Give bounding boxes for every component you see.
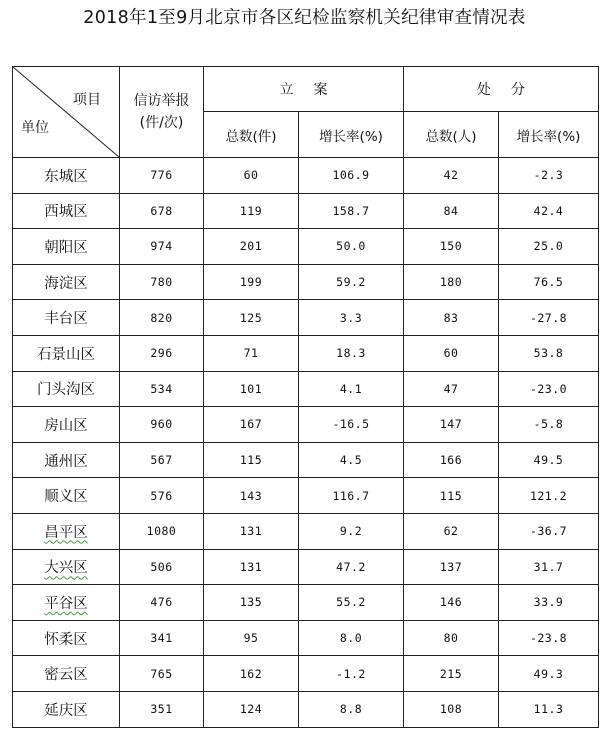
cases-cell: 60 [204,158,299,194]
petition-header-line1: 信访举报 [133,93,190,109]
punish-growth-cell: 31.7 [499,549,599,585]
district-cell: 平谷区 [13,585,120,621]
punish-growth-header: 增长率(%) [499,112,599,158]
punished-cell: 47 [404,371,499,407]
case-growth-cell: 47.2 [299,549,404,585]
page-title: 2018年1至9月北京市各区纪检监察机关纪律审查情况表 [83,8,526,28]
case-growth-cell: 55.2 [299,585,404,621]
case-growth-cell: 50.0 [299,229,404,265]
punish-growth-cell: -23.8 [499,620,599,656]
punished-cell: 42 [404,158,499,194]
punish-growth-cell: -5.8 [499,407,599,443]
punish-growth-cell: 42.4 [499,193,599,229]
district-cell: 昌平区 [13,513,120,549]
case-growth-cell: 8.8 [299,691,404,727]
table-row [13,478,599,514]
table-row [13,549,599,585]
district-cell: 房山区 [13,407,120,443]
cases-cell: 131 [204,549,299,585]
district-cell: 怀柔区 [13,620,120,656]
cases-cell: 95 [204,620,299,656]
petitions-cell: 476 [120,585,204,621]
punish-growth-cell: -27.8 [499,300,599,336]
punish-growth-cell: -36.7 [499,513,599,549]
petitions-cell: 341 [120,620,204,656]
table-row [13,656,599,692]
district-cell: 门头沟区 [13,371,120,407]
punish-growth-cell: 121.2 [499,478,599,514]
case-growth-cell: -1.2 [299,656,404,692]
punished-cell: 166 [404,442,499,478]
punish-growth-cell: -23.0 [499,371,599,407]
case-growth-cell: 9.2 [299,513,404,549]
case-growth-cell: 106.9 [299,158,404,194]
punished-cell: 80 [404,620,499,656]
punished-cell: 147 [404,407,499,443]
punished-cell: 62 [404,513,499,549]
punished-cell: 180 [404,264,499,300]
table-row [13,513,599,549]
district-cell: 延庆区 [13,691,120,727]
district-cell: 大兴区 [13,549,120,585]
petitions-cell: 567 [120,442,204,478]
table-row [13,585,599,621]
petitions-cell: 534 [120,371,204,407]
diagonal-divider [13,67,119,157]
table-row [13,300,599,336]
punished-cell: 83 [404,300,499,336]
petition-header-line2: (件/次) [139,115,184,131]
table-row [13,264,599,300]
petitions-cell: 296 [120,335,204,371]
table-row [13,193,599,229]
case-growth-cell: 3.3 [299,300,404,336]
punish-group-header [404,67,599,112]
punish-total-header: 总数(人) [404,112,499,158]
table-row [13,371,599,407]
petitions-cell: 780 [120,264,204,300]
district-cell: 石景山区 [13,335,120,371]
cases-cell: 201 [204,229,299,265]
petitions-cell: 960 [120,407,204,443]
case-group-header [204,67,404,112]
cases-cell: 124 [204,691,299,727]
district-cell: 海淀区 [13,264,120,300]
district-cell: 密云区 [13,656,120,692]
district-cell: 朝阳区 [13,229,120,265]
petitions-cell: 1080 [120,513,204,549]
cases-cell: 101 [204,371,299,407]
district-cell: 丰台区 [13,300,120,336]
cases-cell: 131 [204,513,299,549]
case-growth-cell: 4.1 [299,371,404,407]
petitions-cell: 576 [120,478,204,514]
punished-cell: 150 [404,229,499,265]
punished-cell: 84 [404,193,499,229]
cases-cell: 199 [204,264,299,300]
header-row-1 [13,67,599,112]
punish-growth-cell: 53.8 [499,335,599,371]
punish-growth-cell: 49.3 [499,656,599,692]
table-row [13,442,599,478]
punished-cell: 115 [404,478,499,514]
case-growth-cell: -16.5 [299,407,404,443]
punish-growth-cell: 25.0 [499,229,599,265]
corner-unit-label: 单位 [21,120,49,136]
petitions-cell: 351 [120,691,204,727]
punish-growth-cell: 76.5 [499,264,599,300]
corner-header-cell [13,67,120,158]
case-group-label: 立案 [279,82,348,98]
table-row [13,691,599,727]
table-row [13,335,599,371]
punish-growth-cell: 49.5 [499,442,599,478]
cases-cell: 135 [204,585,299,621]
district-cell: 通州区 [13,442,120,478]
district-cell: 顺义区 [13,478,120,514]
punished-cell: 60 [404,335,499,371]
corner-item-label: 项目 [73,92,101,108]
punish-group-label: 处分 [477,82,545,98]
petitions-cell: 506 [120,549,204,585]
punished-cell: 146 [404,585,499,621]
punished-cell: 137 [404,549,499,585]
case-growth-cell: 116.7 [299,478,404,514]
case-growth-cell: 59.2 [299,264,404,300]
punish-growth-cell: 33.9 [499,585,599,621]
petitions-cell: 765 [120,656,204,692]
discipline-review-table [12,66,599,728]
cases-cell: 115 [204,442,299,478]
petitions-cell: 776 [120,158,204,194]
petitions-cell: 974 [120,229,204,265]
punish-growth-cell: -2.3 [499,158,599,194]
case-growth-cell: 8.0 [299,620,404,656]
district-cell: 西城区 [13,193,120,229]
petitions-cell: 678 [120,193,204,229]
cases-cell: 71 [204,335,299,371]
cases-cell: 125 [204,300,299,336]
case-growth-cell: 18.3 [299,335,404,371]
cases-cell: 167 [204,407,299,443]
case-growth-cell: 158.7 [299,193,404,229]
district-cell: 东城区 [13,158,120,194]
table-row [13,158,599,194]
cases-cell: 162 [204,656,299,692]
table-row [13,620,599,656]
cases-cell: 143 [204,478,299,514]
cases-cell: 119 [204,193,299,229]
punished-cell: 215 [404,656,499,692]
punish-growth-cell: 11.3 [499,691,599,727]
punished-cell: 108 [404,691,499,727]
case-growth-header: 增长率(%) [299,112,404,158]
table-row [13,407,599,443]
petitions-cell: 820 [120,300,204,336]
case-total-header: 总数(件) [204,112,299,158]
case-growth-cell: 4.5 [299,442,404,478]
table-row [13,229,599,265]
petition-header-cell [120,67,204,158]
